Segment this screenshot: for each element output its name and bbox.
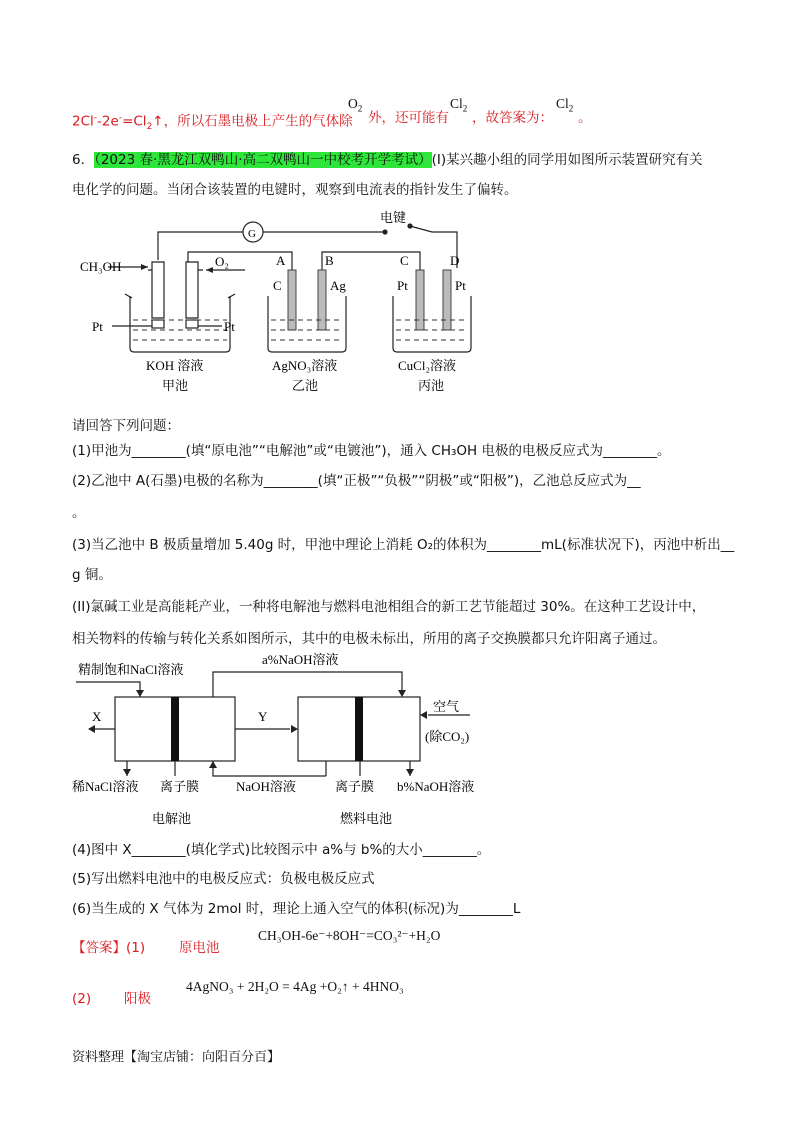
question-5: (5)写出燃料电池中的电极反应式：负极电极反应式 — [72, 871, 375, 887]
ag-material-label: Ag — [330, 278, 346, 293]
naoh-b-label: b%NaOH溶液 — [397, 779, 475, 794]
question-2: (2)乙池中 A(石墨)电极的名称为________(填“正极”“负极”“阴极”或“阳极”)，乙池总反应式为__ — [72, 473, 641, 489]
c-material-label: C — [273, 278, 282, 293]
pool-jia-label: 甲池 — [162, 378, 189, 393]
pool-yi-label: 乙池 — [292, 378, 319, 393]
prev-answer-end: 。 — [578, 110, 592, 126]
o2-formula: $O_2$ — [348, 96, 363, 114]
prev-answer-tail2: ，故答案为： — [472, 110, 553, 126]
cucl2-solution-label: CuCl₂溶液 — [398, 358, 456, 373]
electrode-b-label: B — [325, 253, 334, 268]
agno3-solution-label: AgNO₃溶液 — [272, 358, 338, 373]
prev-answer-tail1: 外，还可能有 — [368, 110, 449, 126]
membrane1-label: 离子膜 — [160, 779, 200, 794]
pt3-material-label: Pt — [397, 278, 408, 293]
answer-label: 【答案】(1) — [72, 940, 146, 956]
q6-line1: 6．（2023 春·黑龙江双鸭山·高二双鸭山一中校考开学考试）(I)某兴趣小组的同学用如图所示装置研究有关 — [72, 152, 703, 168]
answer-1-equation: CH₃OH-6e⁻+8OH⁻=CO₃²⁻+H₂O — [258, 928, 441, 943]
electrode-a-label: A — [276, 253, 286, 268]
cl2-formula-a: $Cl_2$ — [450, 96, 468, 114]
ch3oh-label: CH₃OH — [80, 259, 122, 274]
galvanometer-label: G — [248, 228, 256, 240]
q6-line2: 电化学的问题。当闭合该装置的电键时，观察到电流表的指针发生了偏转。 — [72, 182, 518, 198]
ask-line: 请回答下列问题： — [72, 418, 180, 434]
question-ii-line2: 相关物料的传输与转化关系如图所示，其中的电极未标出，所用的离子交换膜都只允许阳离子通过。 — [72, 631, 666, 647]
answer-2-number: (2) — [72, 991, 92, 1007]
question-2-end: 。 — [72, 505, 86, 521]
pool-bing-label: 丙池 — [418, 378, 445, 393]
switch-label: 电键 — [380, 210, 407, 225]
question-3-end: g 铜。 — [72, 567, 112, 583]
q6-number: 6． — [72, 152, 95, 168]
electrode-d-label: D — [450, 253, 460, 268]
naoh-a-label: a%NaOH溶液 — [262, 652, 339, 667]
pt4-material-label: Pt — [455, 278, 466, 293]
answer-2-equation: 4AgNO₃ + 2H₂O = 4Ag +O₂↑ + 4HNO₃ — [186, 979, 404, 994]
y-gas-label: Y — [258, 709, 268, 724]
pt-right-label: Pt — [224, 319, 235, 334]
nacl-feed-label: 精制饱和NaCl溶液 — [78, 662, 184, 677]
electrode-c-label: C — [400, 253, 409, 268]
question-3: (3)当乙池中 B 极质量增加 5.40g 时，甲池中理论上消耗 O₂的体积为________mL(标准状况下)，丙池中析出__ — [72, 537, 735, 553]
o2-label: O₂ — [215, 254, 229, 269]
question-1: (1)甲池为________(填“原电池”“电解池”或“电镀池”)，通入 CH₃OH 电极的电极反应式为________。 — [72, 443, 671, 459]
membrane2-label: 离子膜 — [335, 779, 375, 794]
pt-left-label: Pt — [92, 319, 103, 334]
question-6: (6)当生成的 X 气体为 2mol 时，理论上通入空气的体积(标况)为________L — [72, 901, 521, 917]
air-co2-label: (除CO₂) — [425, 729, 470, 744]
dilute-nacl-label: 稀NaCl溶液 — [72, 779, 139, 794]
answer-1: 原电池 — [179, 940, 220, 956]
question-ii-line1: (II)氯碱工业是高能耗产业，一种将电解池与燃料电池相组合的新工艺节能超过 30%。在这种工艺设计中， — [72, 599, 706, 615]
electrolytic-cell-label: 电解池 — [152, 811, 192, 826]
prev-answer-line: $2Cl^--2e^-=Cl_2↑$，所以石墨电极上产生的气体除 — [72, 113, 353, 133]
air-label: 空气 — [433, 699, 460, 714]
footer: 资料整理【淘宝店铺：向阳百分百】 — [72, 1050, 281, 1065]
q6-source-badge: （2023 春·黑龙江双鸭山·高二双鸭山一中校考开学考试） — [94, 152, 432, 168]
question-4: (4)图中 X________(填化学式)比较图示中 a%与 b%的大小________。 — [72, 842, 491, 858]
cl2-formula-b: $Cl_2$ — [556, 96, 574, 114]
answer-2: 阳极 — [124, 991, 151, 1007]
naoh-mid-label: NaOH溶液 — [236, 779, 296, 794]
x-gas-label: X — [92, 709, 102, 724]
fuel-cell-label: 燃料电池 — [340, 811, 393, 826]
koh-solution-label: KOH 溶液 — [146, 358, 204, 373]
